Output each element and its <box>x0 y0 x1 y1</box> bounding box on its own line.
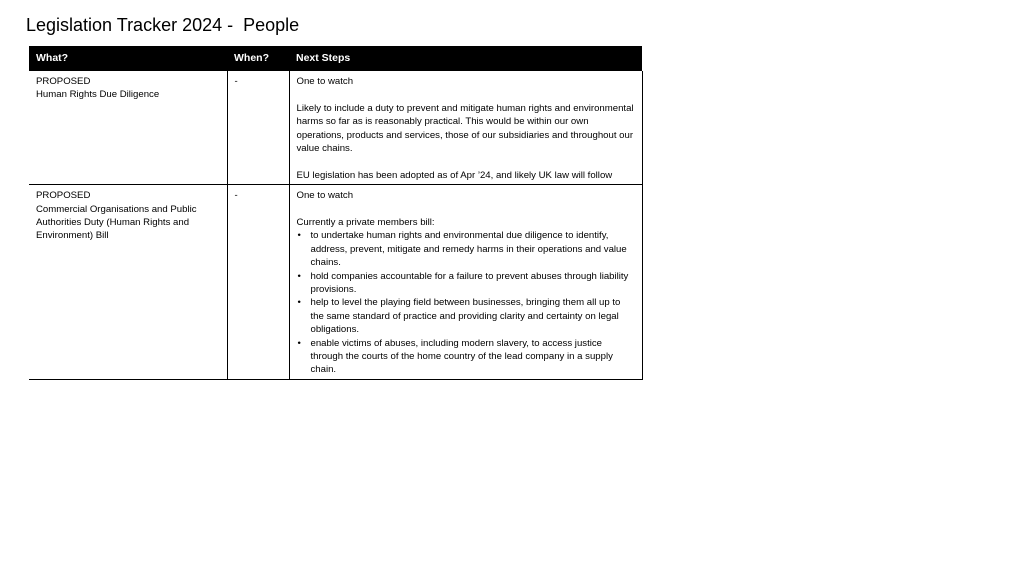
list-item <box>297 337 635 377</box>
table-row <box>29 71 642 185</box>
list-item <box>297 296 635 336</box>
when-cell <box>227 185 289 380</box>
row-status: PROPOSED <box>36 76 91 87</box>
list-item <box>297 229 635 269</box>
bullet-icon: • <box>297 230 301 242</box>
bullet-list <box>297 229 635 376</box>
bullet-text: help to level the playing field between businesses, bringing them all up to the same standard of practice and providing clarity and certainty on legal obligations. <box>310 297 621 336</box>
row-when: - <box>234 190 238 202</box>
bullet-text: enable victims of abuses, including modern slavery, to access justice through the courts of the home country of the lead company in a supply chain. <box>310 337 613 376</box>
table-header-row <box>29 46 642 71</box>
next-steps-cell <box>289 71 642 185</box>
what-cell <box>29 185 227 380</box>
bullet-text: to undertake human rights and environmental due diligence to identify, address, prevent, mitigate and remedy harms in their operations and value chains. <box>310 230 627 269</box>
row-legislation-name: Human Rights Due Diligence <box>36 89 160 101</box>
row-when: - <box>234 76 238 87</box>
bullet-text: hold companies accountable for a failure to prevent abuses through liability provisions. <box>310 270 629 296</box>
bullet-icon: • <box>297 337 301 349</box>
header-what: What? <box>29 46 227 71</box>
bullet-icon: • <box>297 297 301 309</box>
row-intro: Currently a private members bill: <box>296 217 435 229</box>
page-title: Legislation Tracker 2024 - People <box>26 15 300 35</box>
table-row <box>29 185 642 380</box>
when-cell <box>227 71 289 185</box>
legislation-table <box>29 46 643 380</box>
what-cell <box>29 71 227 185</box>
header-when: When? <box>227 46 289 71</box>
row-paragraph: EU legislation has been adopted as of Apr ’24, and likely UK law will follow <box>296 169 613 181</box>
row-legislation-name: Commercial Organisations and Public Authorities Duty (Human Rights and Environment) Bill <box>36 203 197 242</box>
row-headline: One to watch <box>296 190 354 202</box>
next-steps-cell <box>289 185 642 380</box>
header-next-steps: Next Steps <box>289 46 642 71</box>
bullet-icon: • <box>297 270 301 282</box>
row-paragraph: Likely to include a duty to prevent and mitigate human rights and environmental harms so far as is reasonably practical. This would be within our own operations, products and services, those of our subsidiaries and throughout our value chains. <box>296 102 634 155</box>
row-status: PROPOSED <box>36 190 91 202</box>
list-item <box>297 270 635 297</box>
row-headline: One to watch <box>296 76 354 87</box>
